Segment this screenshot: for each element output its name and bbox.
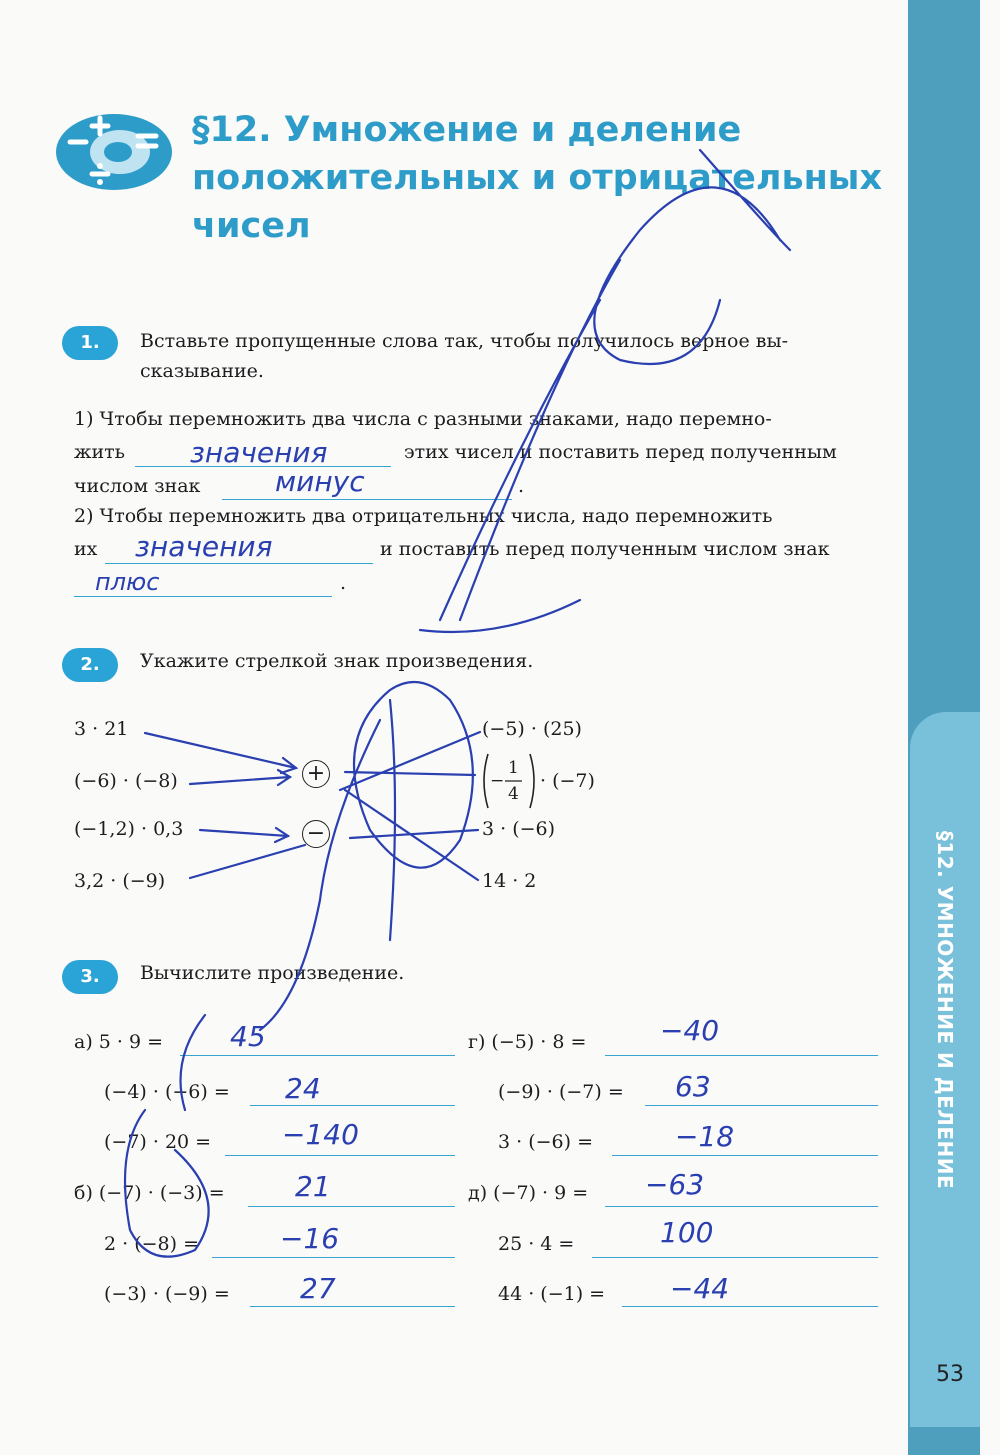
task-3-right-label-3: 3 · (−6) = bbox=[498, 1131, 593, 1153]
task-2-right-expression-3: 3 · (−6) bbox=[482, 818, 556, 840]
task-3-left-label-6: (−3) · (−9) = bbox=[104, 1283, 230, 1305]
task-1-statement-2-middle: и поставить перед полученным числом знак bbox=[380, 538, 830, 560]
scribble-oval bbox=[354, 682, 473, 868]
fraction-denominator: 4 bbox=[508, 784, 519, 804]
task-3-right-label-6: 44 · (−1) = bbox=[498, 1283, 606, 1305]
arrow-right-1 bbox=[340, 732, 480, 790]
arrow-right-4 bbox=[345, 790, 478, 880]
title-line-3: чисел bbox=[192, 206, 311, 246]
task-3-right-line-4 bbox=[605, 1206, 878, 1207]
task-1-prompt-line-2: сказывание. bbox=[140, 360, 264, 382]
task-3-left-line-1 bbox=[180, 1055, 455, 1056]
task-3-right-line-6 bbox=[622, 1306, 878, 1307]
task-1-blank-2-line bbox=[222, 499, 512, 500]
task-2-left-expression-2: (−6) · (−8) bbox=[74, 770, 178, 792]
task-3-left-answer-1[interactable]: 45 bbox=[230, 1020, 266, 1053]
plus-sign-target[interactable]: + bbox=[302, 760, 330, 788]
task-3-right-answer-4[interactable]: −63 bbox=[645, 1168, 705, 1201]
task-3-left-label-4: б) (−7) · (−3) = bbox=[74, 1182, 225, 1204]
task-1-blank-3-line bbox=[105, 563, 373, 564]
task-3-right-label-1: г) (−5) · 8 = bbox=[468, 1031, 587, 1053]
task-3-left-answer-5[interactable]: −16 bbox=[280, 1222, 340, 1255]
task-2-right-expression-2: · (−7) bbox=[540, 770, 595, 792]
task-3-left-line-2 bbox=[250, 1105, 455, 1106]
task-3-right-label-4: д) (−7) · 9 = bbox=[468, 1182, 589, 1204]
fraction-sign: − bbox=[490, 771, 505, 791]
arrow-left-1 bbox=[145, 733, 296, 768]
task-3-left-answer-6[interactable]: 27 bbox=[300, 1272, 336, 1305]
task-3-left-label-2: (−4) · (−6) = bbox=[104, 1081, 230, 1103]
task-3-left-answer-3[interactable]: −140 bbox=[282, 1118, 359, 1151]
task-1-prompt bbox=[140, 326, 788, 386]
task-3-left-line-6 bbox=[250, 1306, 455, 1307]
task-1-period-2: . bbox=[340, 572, 347, 594]
fraction-numerator: 1 bbox=[508, 758, 519, 778]
task-1-blank-2[interactable]: минус bbox=[275, 465, 365, 498]
task-3-number: 3. bbox=[62, 960, 118, 994]
task-3-left-line-3 bbox=[225, 1155, 455, 1156]
page-title bbox=[192, 106, 892, 250]
task-2-left-expression-1: 3 · 21 bbox=[74, 718, 129, 740]
task-1-statement-2-line-1: 2) Чтобы перемножить два отрицательных числа, надо перемножить bbox=[74, 505, 773, 527]
sidebar-section-label: §12. УМНОЖЕНИЕ И ДЕЛЕНИЕ bbox=[933, 830, 957, 1190]
task-1-statement-2-prefix: их bbox=[74, 538, 98, 560]
arrow-left-2-head bbox=[278, 770, 290, 785]
task-1-number: 1. bbox=[62, 326, 118, 360]
task-2-left-expression-3: (−1,2) · 0,3 bbox=[74, 818, 184, 840]
task-3-left-label-5: 2 · (−8) = bbox=[104, 1233, 199, 1255]
minus-sign-target[interactable]: − bbox=[302, 820, 330, 848]
task-1-statement-1-prefix: жить bbox=[74, 441, 125, 463]
page-number: 53 bbox=[936, 1362, 964, 1387]
math-signs-logo-icon bbox=[52, 100, 182, 200]
task-2-number: 2. bbox=[62, 648, 118, 682]
arrow-left-3 bbox=[200, 830, 288, 836]
task-2-right-expression-4: 14 · 2 bbox=[482, 870, 537, 892]
task-3-right-answer-5[interactable]: 100 bbox=[660, 1216, 714, 1249]
arrow-left-1-head bbox=[281, 758, 296, 773]
arrow-right-3 bbox=[350, 830, 478, 838]
title-line-2: положительных и отрицательных bbox=[192, 158, 883, 198]
task-3-right-answer-1[interactable]: −40 bbox=[660, 1014, 720, 1047]
task-2-prompt: Укажите стрелкой знак произведения. bbox=[140, 650, 534, 672]
task-3-right-answer-6[interactable]: −44 bbox=[670, 1272, 730, 1305]
task-1-blank-4-line bbox=[74, 596, 332, 597]
task-3-right-line-3 bbox=[612, 1155, 878, 1156]
task-1-prompt-line-1: Вставьте пропущенные слова так, чтобы получилось верное вы- bbox=[140, 330, 788, 352]
task-1-blank-4[interactable]: плюс bbox=[95, 568, 160, 596]
task-1-blank-3[interactable]: значения bbox=[135, 530, 273, 563]
task-3-right-label-2: (−9) · (−7) = bbox=[498, 1081, 624, 1103]
task-3-left-label-1: а) 5 · 9 = bbox=[74, 1031, 164, 1053]
arrow-left-3-head bbox=[275, 828, 288, 842]
task-3-right-label-5: 25 · 4 = bbox=[498, 1233, 575, 1255]
task-3-left-answer-2[interactable]: 24 bbox=[285, 1072, 321, 1105]
task-3-left-line-5 bbox=[212, 1257, 455, 1258]
task-2-right-expression-1: (−5) · (25) bbox=[482, 718, 582, 740]
task-1-period-1: . bbox=[518, 475, 525, 497]
task-1-statement-1-middle: этих чисел и поставить перед полученным bbox=[404, 441, 837, 463]
arrow-left-4 bbox=[190, 845, 305, 878]
task-1-blank-1[interactable]: значения bbox=[190, 436, 328, 469]
task-3-right-line-5 bbox=[592, 1257, 878, 1258]
task-2-right-fraction bbox=[480, 752, 540, 810]
task-3-left-answer-4[interactable]: 21 bbox=[295, 1170, 331, 1203]
task-1-statement-1-line-3: числом знак bbox=[74, 475, 201, 497]
task-3-prompt: Вычислите произведение. bbox=[140, 962, 405, 984]
task-3-right-answer-2[interactable]: 63 bbox=[675, 1070, 711, 1103]
title-line-1: §12. Умножение и деление bbox=[192, 110, 742, 150]
task-1-statement-1-line-1: 1) Чтобы перемножить два числа с разными знаками, надо перемно- bbox=[74, 408, 772, 430]
task-2-left-expression-4: 3,2 · (−9) bbox=[74, 870, 166, 892]
task-3-right-line-2 bbox=[645, 1105, 878, 1106]
task-3-left-label-3: (−7) · 20 = bbox=[104, 1131, 212, 1153]
arrow-right-2 bbox=[345, 772, 475, 775]
task-3-left-line-4 bbox=[248, 1206, 455, 1207]
task-3-right-line-1 bbox=[605, 1055, 878, 1056]
task-3-right-answer-3[interactable]: −18 bbox=[675, 1120, 735, 1153]
arrow-left-2 bbox=[190, 777, 290, 784]
